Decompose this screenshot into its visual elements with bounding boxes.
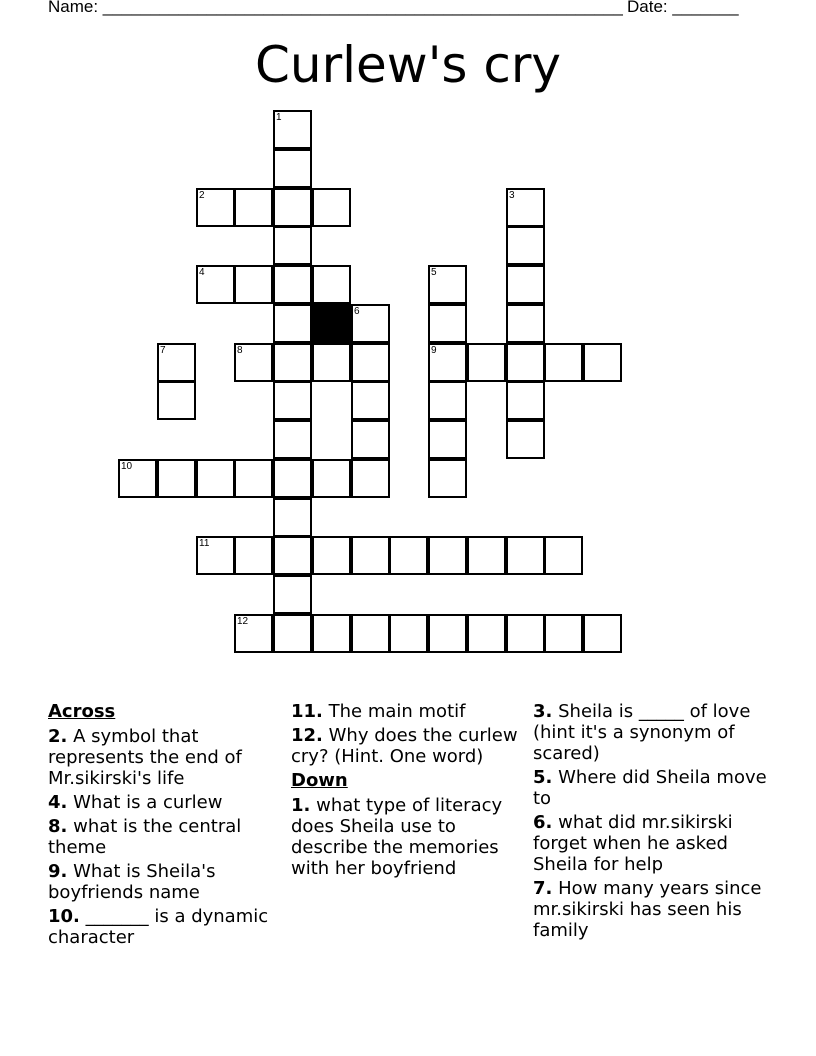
grid-cell[interactable] [389,614,428,653]
grid-cell[interactable] [506,265,545,304]
grid-cell[interactable] [196,536,235,575]
grid-cell[interactable] [196,459,235,498]
grid-cell[interactable] [506,614,545,653]
grid-cell[interactable] [118,459,157,498]
grid-cell[interactable] [157,459,196,498]
clue-number: 11 [199,538,210,549]
grid-cell[interactable] [234,343,273,382]
grid-cell[interactable] [428,459,467,498]
grid-cell[interactable] [273,149,312,188]
grid-cell[interactable] [351,304,390,343]
clue-number: 4 [199,267,205,278]
grid-cell[interactable] [312,536,351,575]
grid-cell[interactable] [351,420,390,459]
clue-number: 5 [431,267,437,278]
grid-cell[interactable] [273,265,312,304]
clues-column-1 [48,701,284,951]
grid-cell[interactable] [196,188,235,227]
clue-down-7: 7. How many years since mr.sikirski has seen his family [533,878,762,941]
clue-number: 1 [276,112,282,123]
grid-cell[interactable] [312,265,351,304]
clue-across-12: 12. Why does the curlew cry? (Hint. One word) [291,725,518,767]
clues-column-3 [533,701,769,944]
clue-number: 3 [509,190,515,201]
grid-cell[interactable] [234,188,273,227]
grid-cell[interactable] [312,343,351,382]
grid-cell[interactable] [351,536,390,575]
grid-cell[interactable] [157,381,196,420]
grid-cell[interactable] [428,420,467,459]
grid-cell[interactable] [506,226,545,265]
grid-cell[interactable] [312,614,351,653]
grid-cell[interactable] [506,343,545,382]
grid-cell[interactable] [428,343,467,382]
clue-down-3: 3. Sheila is _____ of love (hint it's a synonym of scared) [533,701,751,764]
grid-cell[interactable] [273,304,312,343]
grid-cell[interactable] [351,459,390,498]
grid-cell[interactable] [351,343,390,382]
clue-across-11: 11. The main motif [291,701,466,722]
clues-column-2 [291,701,527,882]
grid-cell[interactable] [157,343,196,382]
clue-number: 10 [121,461,133,472]
down-heading: Down [291,770,348,791]
date-field-label: Date: _______ [627,0,739,16]
clue-across-8: 8. what is the central theme [48,816,242,858]
clue-number: 12 [237,616,249,627]
grid-cell[interactable] [583,614,622,653]
grid-cell[interactable] [273,498,312,537]
grid-cell[interactable] [428,381,467,420]
grid-cell[interactable] [428,536,467,575]
grid-cell[interactable] [273,420,312,459]
grid-cell[interactable] [544,343,583,382]
clue-down-1: 1. what type of literacy does Sheila use to describe the memories with her boyfriend [291,795,503,879]
grid-cell[interactable] [273,536,312,575]
grid-cell[interactable] [273,575,312,614]
clue-across-2: 2. A symbol that represents the end of Mr.sikirski's life [48,726,242,789]
grid-cell[interactable] [583,343,622,382]
clue-number: 9 [431,345,437,356]
grid-cell[interactable] [273,110,312,149]
grid-cell[interactable] [273,226,312,265]
grid-cell[interactable] [234,536,273,575]
grid-cell[interactable] [428,614,467,653]
grid-cell[interactable] [467,614,506,653]
grid-cell[interactable] [234,459,273,498]
clue-down-6: 6. what did mr.sikirski forget when he asked Sheila for help [533,812,733,875]
grid-cell[interactable] [273,614,312,653]
page-title: Curlew's cry [254,36,562,94]
clue-number: 7 [160,345,166,356]
grid-cell[interactable] [428,304,467,343]
grid-cell[interactable] [312,188,351,227]
grid-cell[interactable] [544,614,583,653]
grid-cell[interactable] [312,459,351,498]
grid-cell[interactable] [273,188,312,227]
grid-cell[interactable] [273,459,312,498]
name-field-label: Name: _______________________________________________________ [48,0,623,16]
clue-across-9: 9. What is Sheila's boyfriends name [48,861,216,903]
blocked-cell [312,304,351,343]
clue-number: 2 [199,190,205,201]
grid-cell[interactable] [506,304,545,343]
grid-cell[interactable] [351,381,390,420]
grid-cell[interactable] [273,381,312,420]
grid-cell[interactable] [389,536,428,575]
grid-cell[interactable] [467,343,506,382]
grid-cell[interactable] [196,265,235,304]
grid-cell[interactable] [351,614,390,653]
grid-cell[interactable] [234,265,273,304]
grid-cell[interactable] [506,536,545,575]
clue-number: 8 [237,345,243,356]
grid-cell[interactable] [428,265,467,304]
grid-cell[interactable] [544,536,583,575]
grid-cell[interactable] [506,188,545,227]
grid-cell[interactable] [273,343,312,382]
across-heading: Across [48,701,116,722]
clue-number: 6 [354,306,360,317]
grid-cell[interactable] [234,614,273,653]
clue-across-4: 4. What is a curlew [48,792,223,813]
grid-cell[interactable] [467,536,506,575]
grid-cell[interactable] [506,381,545,420]
clue-across-10: 10. _______ is a dynamic character [48,906,269,948]
clue-down-5: 5. Where did Sheila move to [533,767,767,809]
grid-cell[interactable] [506,420,545,459]
